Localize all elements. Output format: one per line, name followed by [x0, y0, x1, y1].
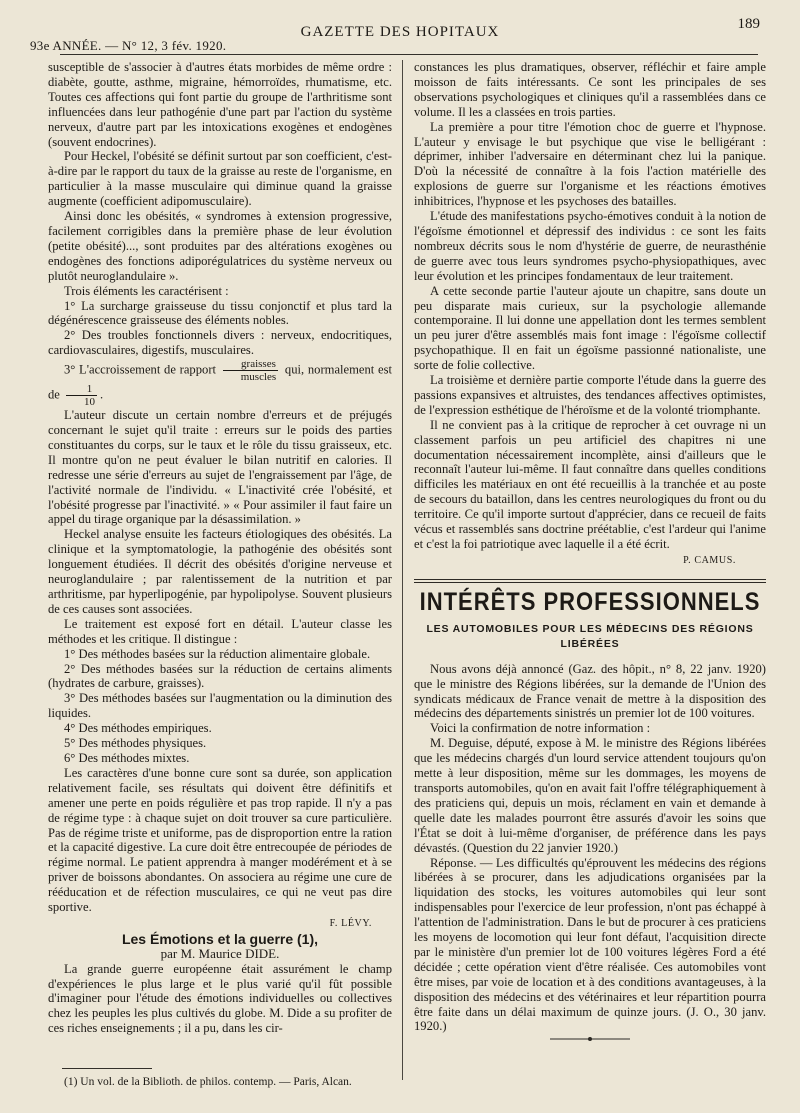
paragraph: Il ne convient pas à la critique de reprocher à cet ouvrage ni un classement parfois un peu artificiel des chapitres ni une documentation nécessairement incomplète, ainsi d'ailleurs que le reconnaît l'auteur lui-même. Il faut connaître dans quelles conditions difficiles les matériaux en ont été recueillis à la tranchée et au poste de secours du bataillon, dans les centres neurologiques du front ou du territoire. Ce qu'il importe surtout d'apprécier, dans ce recueil de faits vécus et rassemblés sans doctrine préétablie, c'est l'ardeur qui l'anime et c'est la foi patriotique avec laquelle il a été écrit. — [414, 417, 766, 551]
subsection-title: LES AUTOMOBILES POUR LES MÉDECINS DES RÉGIONS LIBÉRÉES — [426, 622, 754, 650]
fraction — [66, 383, 97, 408]
right-column — [414, 60, 766, 1042]
period: . — [100, 387, 104, 402]
paragraph: L'auteur discute un certain nombre d'erreurs et de préjugés concernant le sujet qu'il traite : erreurs sur le poids des parties constituantes du corps, sur le taux et le rôle du tissu graisseux, etc. Il montre qu'on ne peut évaluer le bilan nutritif en calories. Il redresse une série d'erreurs au sujet de l'engraissement par l'âge, de l'activité normale de l'individu. « L'inactivité crée l'obésité, et l'obésité progresse par l'inactivité. » « Pour assimiler il faut faire un appel du tirage organique par la désassimilation. » — [48, 408, 392, 527]
footnote: (1) Un vol. de la Biblioth. de philos. contemp. — Paris, Alcan. — [64, 1076, 352, 1088]
fraction — [223, 358, 278, 383]
paragraph: Heckel analyse ensuite les facteurs étiologiques des obésités. La clinique et la symptomatologie, la pathogénie des obésités sont longuement étudiées. Il décrit des obésités d'origine nerveuse et neuroglandulaire ; par ralentissement de la nutrition et par arthritisme, par hyperlipogénie, par hypolipolyse. Souvent plusieurs de ces causes sont associées. — [48, 527, 392, 616]
paragraph: A cette seconde partie l'auteur ajoute un chapitre, sans doute un peu disparate mais curieux, sur la psychologie allemande contemporaine. Il lui donne une appellation dont les termes semblent un peu jurer d'être assemblés mais font image : l'égoïsme collectif psychopathique. Il en fait un égoïsme passionné nationaliste, une sorte de folie collective. — [414, 283, 766, 373]
issue-line: 93e ANNÉE. — N° 12, 3 fév. 1920. — [30, 38, 227, 53]
list-item-ratio — [48, 358, 392, 408]
paragraph: La première a pour titre l'émotion choc de guerre et l'hypnose. L'auteur y envisage le but psychique que vise le belligérant : déprimer, inhiber l'adversaire en déterminant chez lui la panique. D'où la nécessité de connaître à la fois l'action matérielle des explosions de guerre sur l'organisme et les réactions émotives inhibitrices, l'hypnose et les psychoses des batailles. — [414, 119, 766, 209]
signature: F. LÉVY. — [329, 917, 372, 929]
column-divider — [402, 60, 403, 1080]
header-rule — [60, 54, 758, 55]
page-number: 189 — [737, 16, 760, 32]
paragraph: Le traitement est exposé fort en détail. L'auteur classe les méthodes et les critique. Il distingue : — [48, 616, 392, 646]
ratio-text: qui, normalement est de — [48, 362, 392, 402]
left-column — [48, 60, 392, 1036]
fraction-denominator: muscles — [240, 371, 277, 384]
ratio-text: 3° L'accroissement de rapport — [64, 362, 217, 377]
end-ornament — [550, 1036, 630, 1042]
list-item: 4° Des méthodes empiriques. — [64, 721, 212, 736]
article-author: par M. Maurice DIDE. — [160, 945, 280, 961]
list-item: 2° Des méthodes basées sur la réduction de certains aliments (hydrates de carbure, graisses). — [48, 661, 392, 691]
paragraph: Réponse. — Les difficultés qu'éprouvent les médecins des régions libérées à se procurer, dans les adjudications organisées par la liquidation des stocks, les voitures automobiles qui leur sont indispensables pour l'exercice de leur profession, n'ont pas échappé à l'attention de l'administration. Dans le but de procurer à ces praticiens les moyens de locomotion qui leur font défaut, l'acquisition directe par le ministère d'un premier lot de 100 voitures légères Ford a été décidée ; cette opération vient d'être réalisée. Ces automobiles vont être mises, par voie de location et à des conditions avantageuses, à la disposition des médecins et des vétérinaires et leur répartition pourra être faite dans un délai maximum de quinze jours. (J. O., 30 janv. 1920.) — [414, 855, 766, 1034]
paragraph: Nous avons déjà annoncé (Gaz. des hôpit., n° 8, 22 janv. 1920) que le ministre des Régions libérées, sur la demande de l'Union des syndicats médicaux de France venait de mettre à la disposition des médecins des départements sinistrés un premier lot de 100 voitures. — [414, 661, 766, 721]
section-title: INTÉRÊTS PROFESSIONNELS — [419, 586, 761, 616]
paragraph: La troisième et dernière partie comporte l'étude dans la guerre des passions expansives et altruistes, des tendances affectives optimistes, de l'expression esthétique de l'héroïsme et de la volonté triomphante. — [414, 373, 766, 417]
footnote-rule — [62, 1068, 152, 1069]
list-item: 2° Des troubles fonctionnels divers : nerveux, endocritiques, cardiovasculaires, digestifs, musculaires. — [48, 328, 392, 358]
list-item: 1° Des méthodes basées sur la réduction alimentaire globale. — [64, 646, 371, 661]
section-rule — [414, 579, 766, 583]
list-item: 1° La surcharge graisseuse du tissu conjonctif et plus tard la dégénérescence graisseuse des éléments nobles. — [48, 298, 392, 328]
signature: P. CAMUS. — [683, 554, 736, 566]
article-title: Les Émotions et la guerre (1), — [121, 930, 319, 947]
paragraph: Voici la confirmation de notre information : — [430, 721, 651, 736]
paragraph: La grande guerre européenne était assurément le champ d'expériences le plus large et le plus varié qu'il fût possible d'imaginer pour l'étude des émotions individuelles ou collectives chez les peuples les plus cultivés du globe. M. Dide a su profiter de ces riches enseignements ; il a pu, dans les cir- — [48, 961, 392, 1036]
journal-title: GAZETTE DES HOPITAUX — [300, 24, 500, 40]
paragraph: L'étude des manifestations psycho-émotives conduit à la notion de l'égoïsme émotionnel et dépressif des individus : ce sont les faits nombreux décrits sous le nom d'hystérie de guerre, de neurasthénie de guerre avec tous leurs syndromes psycho-physiopathiques, avec leur évolution et les principes fondamentaux de leur traitement. — [414, 209, 766, 283]
list-item: 3° Des méthodes basées sur l'augmentation ou la diminution des liquides. — [48, 691, 392, 721]
fraction-denominator: 10 — [84, 396, 96, 409]
list-item: 6° Des méthodes mixtes. — [64, 750, 190, 765]
paragraph: Les caractères d'une bonne cure sont sa durée, son application relativement facile, ses résultats qui doivent être définitifs et amener une perte en poids régulière et pas trop rapide. Il n'y a pas de régime type : à chaque sujet on doit trouver sa cure particulière. Pas de régime triste et uniforme, pas de disproportion entre la ration et la capacité digestive. La cure doit être entrecoupée de périodes de régime normal. Le patient apprendra à manger modérément et à se priver de boissons abondantes. On associera au régime une cure de rééducation et de réfection musculaires, ce qui ne veut pas dire sportive. — [48, 765, 392, 915]
paragraph: Ainsi donc les obésités, « syndromes à extension progressive, facilement corrigibles dans la première phase de leur évolution (petite obésité)..., sont produites par des altérations exogènes ou endogènes des fonctions adiporégulatrices du système nerveux ou plutôt neuroglandulaire ». — [48, 209, 392, 283]
fraction-numerator: graisses — [223, 358, 278, 371]
fraction-numerator: 1 — [66, 383, 97, 396]
paragraph: Trois éléments les caractérisent : — [64, 283, 229, 298]
paragraph: susceptible de s'associer à d'autres états morbides de même ordre : diabète, goutte, asthme, migraine, hémorroïdes, rhumatisme, etc. Toutes ces affections qui font partie du groupe de l'arthritisme sont influencées dans leur pathogénie d'une part par l'action du système nerveux, d'autre part par les intoxications exogènes et endogènes (souvent endocrines). — [48, 60, 392, 149]
paragraph: Pour Heckel, l'obésité se définit surtout par son coefficient, c'est-à-dire par le rapport du taux de la graisse au reste de l'organisme, en particulier à la masse musculaire qui diminue quand la graisse augmente (coefficient adipomusculaire). — [48, 149, 392, 209]
list-item: 5° Des méthodes physiques. — [64, 736, 207, 751]
paragraph: M. Deguise, député, expose à M. le ministre des Régions libérées que les médecins chargés d'un lourd service attendent toujours qu'on mette à leur disposition, même sur les dommages, les moyens de transports automobiles, qu'on en avait fait l'offre télégraphiquement à des praticiens qui, depuis un mois, réclament en vain et demande à quelle date les malades pourront être assurés d'avoir les soins que l'État se doit à lui-même d'organiser, de préférence dans les pays dévastés. (Question du 22 janvier 1920.) — [414, 736, 766, 855]
paragraph: constances les plus dramatiques, observer, réfléchir et faire ample moisson de faits intéressants. Ce sont les principales de ses observations psychologiques et cliniques qu'il a rassemblées dans ce volume. Il les a classées en trois parties. — [414, 60, 766, 119]
